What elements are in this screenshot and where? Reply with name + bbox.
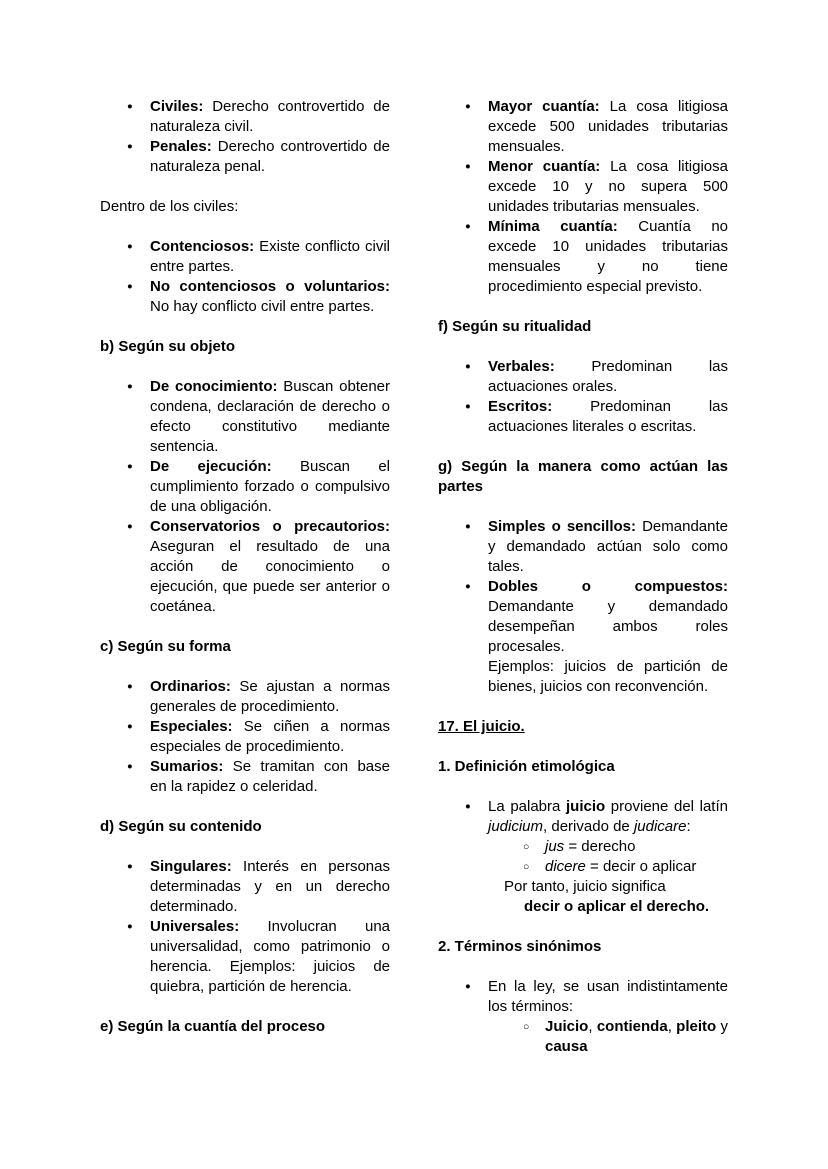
list-item (100, 137, 390, 177)
disc-bullet-icon: ● (127, 861, 133, 872)
list-item (100, 677, 390, 717)
text-run: y (716, 1018, 728, 1035)
list-item (438, 397, 728, 437)
item-text (150, 137, 390, 177)
text-run: Menor cuantía: (488, 158, 611, 175)
disc-bullet-icon: ● (465, 801, 471, 812)
bullet-list (438, 517, 728, 697)
disc-bullet-icon: ● (465, 161, 471, 172)
section-heading (438, 757, 728, 777)
text-run: Universales: (150, 918, 268, 935)
item-text (150, 517, 390, 617)
text-run: Civiles: (150, 98, 213, 115)
text-run: Ejemplos: juicios de partición de bienes, juicios con reconvención. (488, 658, 728, 695)
list-item (438, 797, 728, 837)
text-run: Especiales: (150, 718, 244, 735)
item-text (150, 677, 390, 717)
item-text (488, 517, 728, 577)
item-text (150, 457, 390, 517)
text-run: causa (545, 1038, 588, 1055)
disc-bullet-icon: ● (465, 581, 471, 592)
bullet-list (438, 357, 728, 437)
item-text (488, 657, 728, 697)
list-item (438, 657, 728, 697)
text-run: 17. El juicio. (438, 718, 525, 735)
item-text (150, 97, 390, 137)
circle-bullet-icon: ○ (523, 1021, 530, 1033)
item-text (504, 877, 728, 897)
disc-bullet-icon: ● (465, 401, 471, 412)
text-run: judicare (633, 818, 687, 835)
circle-bullet-icon: ○ (523, 841, 530, 853)
disc-bullet-icon: ● (127, 281, 133, 292)
disc-bullet-icon: ● (465, 981, 471, 992)
text-run: Existe conflicto civil entre partes. (150, 238, 390, 275)
text-run: , (588, 1018, 597, 1035)
disc-bullet-icon: ● (465, 101, 471, 112)
list-item (100, 857, 390, 917)
text-run: pleito (676, 1018, 717, 1035)
list-item (438, 517, 728, 577)
list-item (438, 977, 728, 1017)
list-item (438, 1017, 728, 1057)
list-item (100, 457, 390, 517)
bullet-list (100, 97, 390, 177)
item-text (545, 837, 728, 857)
text-run: Juicio (545, 1018, 589, 1035)
text-run: Buscan obtener condena, declaración de derecho o efecto constitutivo mediante sentencia. (150, 378, 391, 455)
text-run: La cosa litigiosa excede 500 unidades tributarias mensuales. (488, 98, 729, 155)
disc-bullet-icon: ● (127, 521, 133, 532)
item-text (488, 357, 728, 397)
bullet-list (100, 857, 390, 997)
disc-bullet-icon: ● (127, 681, 133, 692)
item-text (488, 157, 728, 217)
text-run: En la ley, se usan indistintamente los términos: (488, 978, 728, 1015)
item-text (545, 1017, 728, 1057)
text-run: , (667, 1018, 677, 1035)
item-text (150, 917, 390, 997)
text-run: No hay conflicto civil entre partes. (150, 298, 375, 315)
text-run: , derivado de (543, 818, 634, 835)
list-item (438, 877, 728, 897)
disc-bullet-icon: ● (127, 461, 133, 472)
text-run: Simples o sencillos: (488, 518, 643, 535)
item-text (150, 377, 390, 457)
text-run: 1. Definición etimológica (438, 758, 615, 775)
section-heading (438, 457, 728, 497)
list-item (438, 857, 728, 877)
item-text (150, 857, 390, 917)
section-heading (100, 817, 390, 837)
list-item (100, 717, 390, 757)
list-item (438, 217, 728, 297)
list-item (100, 377, 390, 457)
text-run: De conocimiento: (150, 378, 284, 395)
paragraph (100, 197, 390, 217)
text-run: f) Según su ritualidad (438, 318, 592, 335)
item-text (488, 577, 728, 657)
text-run: Se tramitan con base en la rapidez o celeridad. (150, 758, 390, 795)
list-item (438, 897, 728, 917)
text-run: Derecho controvertido de naturaleza penal. (150, 138, 390, 175)
text-run: Mayor cuantía: (488, 98, 610, 115)
text-run: : (686, 818, 691, 835)
item-text (150, 717, 390, 757)
text-run: Ordinarios: (150, 678, 240, 695)
text-run: Por tanto, juicio significa (504, 878, 666, 895)
text-run: De ejecución: (150, 458, 300, 475)
text-run: Demandante y demandado actúan solo como tales. (488, 518, 728, 575)
item-text (488, 977, 728, 1017)
text-run: Verbales: (488, 358, 592, 375)
disc-bullet-icon: ● (127, 381, 133, 392)
text-run: jus (545, 838, 565, 855)
section-heading (100, 1017, 390, 1037)
section-heading (100, 637, 390, 657)
bullet-list (438, 97, 728, 297)
text-run: Se ciñen a normas especiales de procedimiento. (150, 718, 391, 755)
text-run: 2. Términos sinónimos (438, 938, 602, 955)
text-run: La palabra (488, 798, 566, 815)
list-item (438, 577, 728, 657)
text-run: Escritos: (488, 398, 591, 415)
disc-bullet-icon: ● (465, 521, 471, 532)
text-run: Mínima cuantía: (488, 218, 639, 235)
list-item (100, 97, 390, 137)
text-run: Predominan las actuaciones orales. (488, 358, 728, 395)
text-run: Interés en personas determinadas y en un derecho determinado. (150, 858, 390, 915)
text-run: proviene del latín (605, 798, 728, 815)
item-text (545, 857, 728, 877)
text-run: Demandante y demandado desempeñan ambos roles procesales. (488, 598, 728, 655)
section-heading (438, 317, 728, 337)
text-run: Cuantía no excede 10 unidades tributarias mensuales y no tiene procedimiento especial previsto. (488, 218, 728, 295)
item-text (488, 797, 728, 837)
disc-bullet-icon: ● (127, 141, 133, 152)
text-run: Involucran una universalidad, como patrimonio o herencia. Ejemplos: juicios de quiebra, partición de herencia. (150, 918, 391, 995)
item-text (488, 97, 728, 157)
text-run: Buscan el cumplimiento forzado o compulsivo de una obligación. (150, 458, 390, 515)
text-run: Aseguran el resultado de una acción de conocimiento o ejecución, que puede ser anterior o coetánea. (150, 538, 390, 615)
list-item (438, 357, 728, 397)
bullet-list (100, 677, 390, 797)
bullet-list (100, 237, 390, 317)
disc-bullet-icon: ● (127, 921, 133, 932)
text-run: b) Según su objeto (100, 338, 235, 355)
text-run: La cosa litigiosa excede 10 y no supera 500 unidades tributarias mensuales. (488, 158, 728, 215)
bullet-list (438, 797, 728, 917)
section-heading (438, 937, 728, 957)
text-run: Sumarios: (150, 758, 233, 775)
disc-bullet-icon: ● (127, 761, 133, 772)
list-item (438, 97, 728, 157)
section-heading (438, 717, 728, 737)
text-run: Predominan las actuaciones literales o escritas. (488, 398, 728, 435)
text-run: No contenciosos o voluntarios: (150, 278, 390, 295)
list-item (100, 917, 390, 997)
item-text (488, 217, 728, 297)
doc-column (100, 97, 390, 1057)
text-run: contienda (596, 1018, 668, 1035)
text-run: Contenciosos: (150, 238, 260, 255)
text-run: judicium (488, 818, 544, 835)
list-item (100, 757, 390, 797)
text-run: = decir o aplicar (585, 858, 697, 875)
item-text (488, 397, 728, 437)
list-item (438, 837, 728, 857)
text-run: dicere (545, 858, 586, 875)
item-text (150, 277, 390, 317)
circle-bullet-icon: ○ (523, 861, 530, 873)
text-run: Se ajustan a normas generales de procedimiento. (150, 678, 391, 715)
disc-bullet-icon: ● (127, 101, 133, 112)
text-run: d) Según su contenido (100, 818, 262, 835)
item-text (150, 237, 390, 277)
disc-bullet-icon: ● (127, 721, 133, 732)
bullet-list (100, 377, 390, 617)
list-item (100, 517, 390, 617)
text-run: = derecho (564, 838, 636, 855)
text-run: Dentro de los civiles: (100, 198, 239, 215)
text-run: Derecho controvertido de naturaleza civil. (150, 98, 390, 135)
text-run: Conservatorios o precautorios: (150, 518, 390, 535)
disc-bullet-icon: ● (465, 221, 471, 232)
text-run: Singulares: (150, 858, 244, 875)
bullet-list (438, 977, 728, 1057)
list-item (100, 277, 390, 317)
text-run: c) Según su forma (100, 638, 231, 655)
text-run: Penales: (150, 138, 218, 155)
text-run: decir o aplicar el derecho. (524, 898, 710, 915)
item-text (150, 757, 390, 797)
disc-bullet-icon: ● (465, 361, 471, 372)
item-text (524, 897, 728, 917)
text-run: Dobles o compuestos: (488, 578, 728, 595)
two-column-layout (100, 97, 728, 1057)
section-heading (100, 337, 390, 357)
text-run: g) Según la manera como actúan las partes (438, 458, 728, 495)
list-item (100, 237, 390, 277)
list-item (438, 157, 728, 217)
text-run: juicio (566, 798, 606, 815)
text-run: e) Según la cuantía del proceso (100, 1018, 326, 1035)
doc-column (438, 97, 728, 1057)
disc-bullet-icon: ● (127, 241, 133, 252)
